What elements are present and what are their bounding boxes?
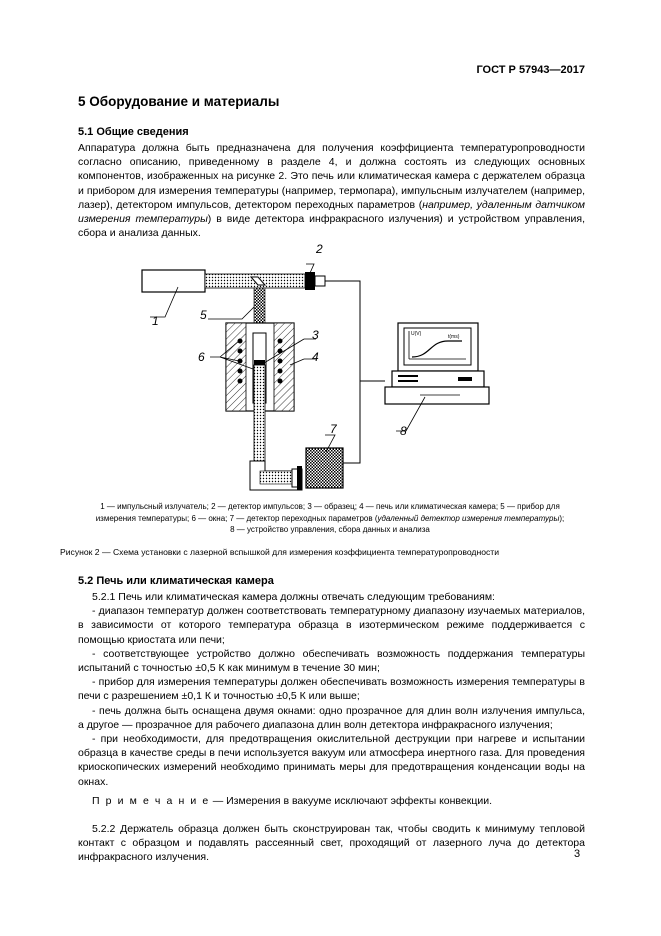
ir-detector — [306, 448, 343, 488]
screen-y-label: U(V) — [411, 331, 422, 337]
figure-caption: Рисунок 2 — Схема установки с лазерной вспышкой для измерения коэффициента температуропроводности — [60, 547, 500, 557]
label-5: 5 — [200, 308, 207, 322]
paragraph-5-2-2: 5.2.2 Держатель образца должен быть сконструирован так, чтобы сводить к минимуму тепловой контакт с образцом и подавлять рассеянный свет, проходящий от лазерного луча до детектора инфракрасного излучения. — [78, 823, 585, 864]
requirement-item-4: - печь должна быть оснащена двумя окнами: одно прозрачное для длин волн излучения импульса, а другое — прозрачное для рабочего диапазона длин волн детектора инфракрасного излучения; — [78, 704, 585, 731]
setup-schematic — [130, 237, 500, 499]
paragraph-5-1-italic: например, удаленным датчиком измерения температуры — [78, 198, 585, 226]
legend-line-1: 1 — импульсный излучатель; 2 — детектор импульсов; 3 — образец; 4 — печь или климатическая камера; 5 — прибор для — [100, 502, 560, 511]
label-6: 6 — [198, 350, 205, 364]
label-2: 2 — [316, 242, 323, 256]
subsection-title-5-2: 5.2 Печь или климатическая камера — [78, 575, 274, 587]
label-1: 1 — [152, 314, 159, 328]
note — [78, 794, 585, 808]
paragraph-5-1-part-b: ) в виде детектора инфракрасного излучения) и устройством управления, сбора и анализа данных. — [78, 213, 585, 240]
note-text: — Измерения в вакууме исключают эффекты конвекции. — [209, 794, 492, 807]
figure-legend — [60, 501, 600, 536]
requirement-item-2: - соответствующее устройство должно обеспечивать возможность поддержания температуры испытаний с точностью ±0,5 К как минимум в течение 30 мин; — [78, 647, 585, 675]
section-5-2-body — [78, 590, 585, 865]
page-number: 3 — [574, 848, 581, 860]
label-8: 8 — [400, 424, 407, 438]
legend-line-3: 8 — устройство управления, сбора данных и анализа — [230, 525, 430, 534]
pulse-detector — [305, 272, 315, 290]
requirement-item-3: - прибор для измерения температуры должен обеспечивать возможность измерения температуры в печи с разрешением ±0,1 К и точностью ±0,5 К или выше; — [78, 676, 585, 703]
section-title: 5 Оборудование и материалы — [78, 94, 280, 109]
requirement-item-1: - диапазон температур должен соответствовать температурному диапазону изучаемых материалов, в зависимости от которого температура образца в изотермическом режиме поддерживается с помощью криостата или печи; — [78, 605, 585, 646]
label-3: 3 — [312, 328, 319, 342]
computer — [385, 323, 489, 404]
sample — [254, 360, 265, 365]
requirement-item-5: - при необходимости, для предотвращения окислительной деструкции при нагреве и испытании образца в качестве среды в печи используется вакуум или атмосфера инертного газа. Для проведения криоскопических измерений необходимо принимать меры для предотвращения конденсации воды на окнах. — [78, 733, 585, 788]
screen-x-label: t(ms) — [448, 334, 460, 340]
note-label: П р и м е ч а н и е — [92, 794, 210, 807]
ir-path — [254, 365, 265, 461]
paragraph-5-1-part-a: Аппаратура должна быть предназначена для получения коэффициента температуропроводности согласно описанию, приведенному в разделе 4, и должна состоять из следующих основных компонентов, изображенных на рисунке 2. Это печь или климатическая камера с держателем образца и прибором для измерения температуры (например, термопара), импульсным излучателем (например, лазер), детектором импульсов, детектором переходных параметров ( — [78, 142, 585, 211]
label-4: 4 — [312, 350, 319, 364]
paragraph-5-1 — [78, 141, 585, 240]
pulse-detector-housing — [315, 276, 325, 286]
standard-number: ГОСТ Р 57943—2017 — [476, 64, 585, 76]
subsection-title-5-1: 5.1 Общие сведения — [78, 126, 189, 138]
label-7: 7 — [330, 422, 337, 436]
legend-line-2: измерения температуры; 6 — окна; 7 — детектор переходных параметров (удаленный детектор измерения температуры); — [95, 513, 565, 523]
paragraph-5-2-1-intro: 5.2.1 Печь или климатическая камера должны отвечать следующим требованиям: — [92, 591, 495, 603]
pulse-emitter — [142, 270, 205, 292]
